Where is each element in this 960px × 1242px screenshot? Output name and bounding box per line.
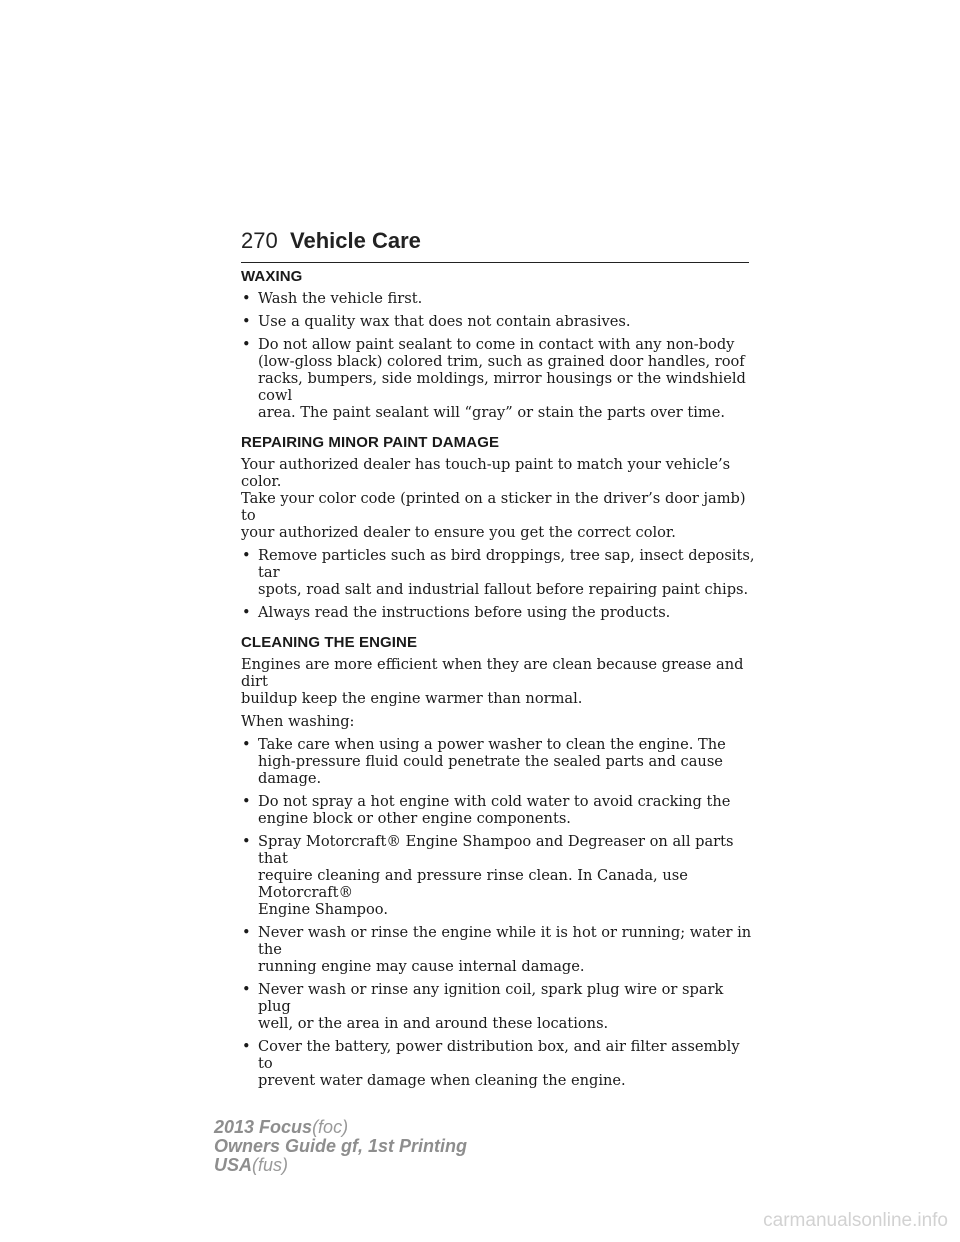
footer-model: 2013 Focus [214, 1117, 313, 1137]
page-number: 270 [241, 228, 278, 253]
bullet-icon: • [242, 924, 251, 941]
bullet-text: Always read the instructions before using the products. [258, 604, 671, 621]
bullet-item [241, 833, 756, 918]
bullet-list [241, 547, 756, 621]
bullet-icon: • [242, 290, 251, 307]
section-heading: WAXING [241, 268, 303, 285]
paragraph: When washing: [241, 713, 355, 730]
bullet-item [241, 736, 756, 787]
watermark: carmanualsonline.info [763, 1210, 948, 1231]
footer-guide: Owners Guide gf, 1st Printing [214, 1136, 468, 1156]
bullet-icon: • [242, 1038, 251, 1055]
bullet-icon: • [242, 833, 251, 850]
bullet-item [241, 981, 756, 1032]
paragraph: Engines are more efficient when they are clean because grease and dirt buildup keep the engine warmer than normal. [241, 656, 744, 707]
footer-market-code: (fus) [252, 1155, 289, 1175]
bullet-text: Wash the vehicle first. [258, 290, 423, 307]
bullet-text: Never wash or rinse the engine while it is hot or running; water in the running engine may cause internal damage. [258, 924, 752, 975]
bullet-item [241, 1038, 756, 1089]
bullet-text: Never wash or rinse any ignition coil, spark plug wire or spark plug well, or the area in and around these locations. [258, 981, 724, 1032]
bullet-list [241, 736, 756, 1089]
bullet-text: Do not spray a hot engine with cold water to avoid cracking the engine block or other engine components. [258, 793, 731, 827]
bullet-icon: • [242, 981, 251, 998]
bullet-icon: • [242, 736, 251, 753]
bullet-text: Spray Motorcraft® Engine Shampoo and Degreaser on all parts that require cleaning and pressure rinse clean. In Canada, use Motorcraft® Engine Shampoo. [258, 833, 734, 918]
bullet-text: Use a quality wax that does not contain abrasives. [258, 313, 631, 330]
bullet-item [241, 604, 756, 621]
section-heading: REPAIRING MINOR PAINT DAMAGE [241, 434, 500, 451]
bullet-icon: • [242, 547, 251, 564]
bullet-list [241, 290, 756, 421]
bullet-text: Remove particles such as bird droppings, tree sap, insect deposits, tar spots, road salt and industrial fallout before repairing paint chips. [258, 547, 755, 598]
bullet-item [241, 793, 756, 827]
section-heading: CLEANING THE ENGINE [241, 634, 418, 651]
bullet-icon: • [242, 793, 251, 810]
bullet-item [241, 547, 756, 598]
bullet-text: Do not allow paint sealant to come in contact with any non-body (low-gloss black) colored trim, such as grained door handles, roof racks, bumpers, side moldings, mirror housings or the windshield cowl area. The paint sealant will “gray” or stain the parts over time. [258, 336, 746, 421]
section-title: Vehicle Care [290, 228, 421, 253]
bullet-icon: • [242, 604, 251, 621]
paragraph: Your authorized dealer has touch-up paint to match your vehicle’s color. Take your color code (printed on a sticker in the driver’s door jamb) to your authorized dealer to ensure you get the correct color. [241, 456, 746, 541]
footer [214, 1118, 467, 1175]
page-content [241, 268, 756, 1095]
bullet-icon: • [242, 336, 251, 353]
page-header [241, 228, 749, 263]
bullet-item [241, 313, 756, 330]
bullet-text: Cover the battery, power distribution box, and air filter assembly to prevent water damage when cleaning the engine. [258, 1038, 740, 1089]
bullet-icon: • [242, 313, 251, 330]
bullet-text: Take care when using a power washer to clean the engine. The high-pressure fluid could penetrate the sealed parts and cause damage. [258, 736, 726, 787]
footer-model-code: (foc) [312, 1117, 349, 1137]
bullet-item [241, 336, 756, 421]
bullet-item [241, 290, 756, 307]
bullet-item [241, 924, 756, 975]
footer-market: USA [214, 1155, 253, 1175]
